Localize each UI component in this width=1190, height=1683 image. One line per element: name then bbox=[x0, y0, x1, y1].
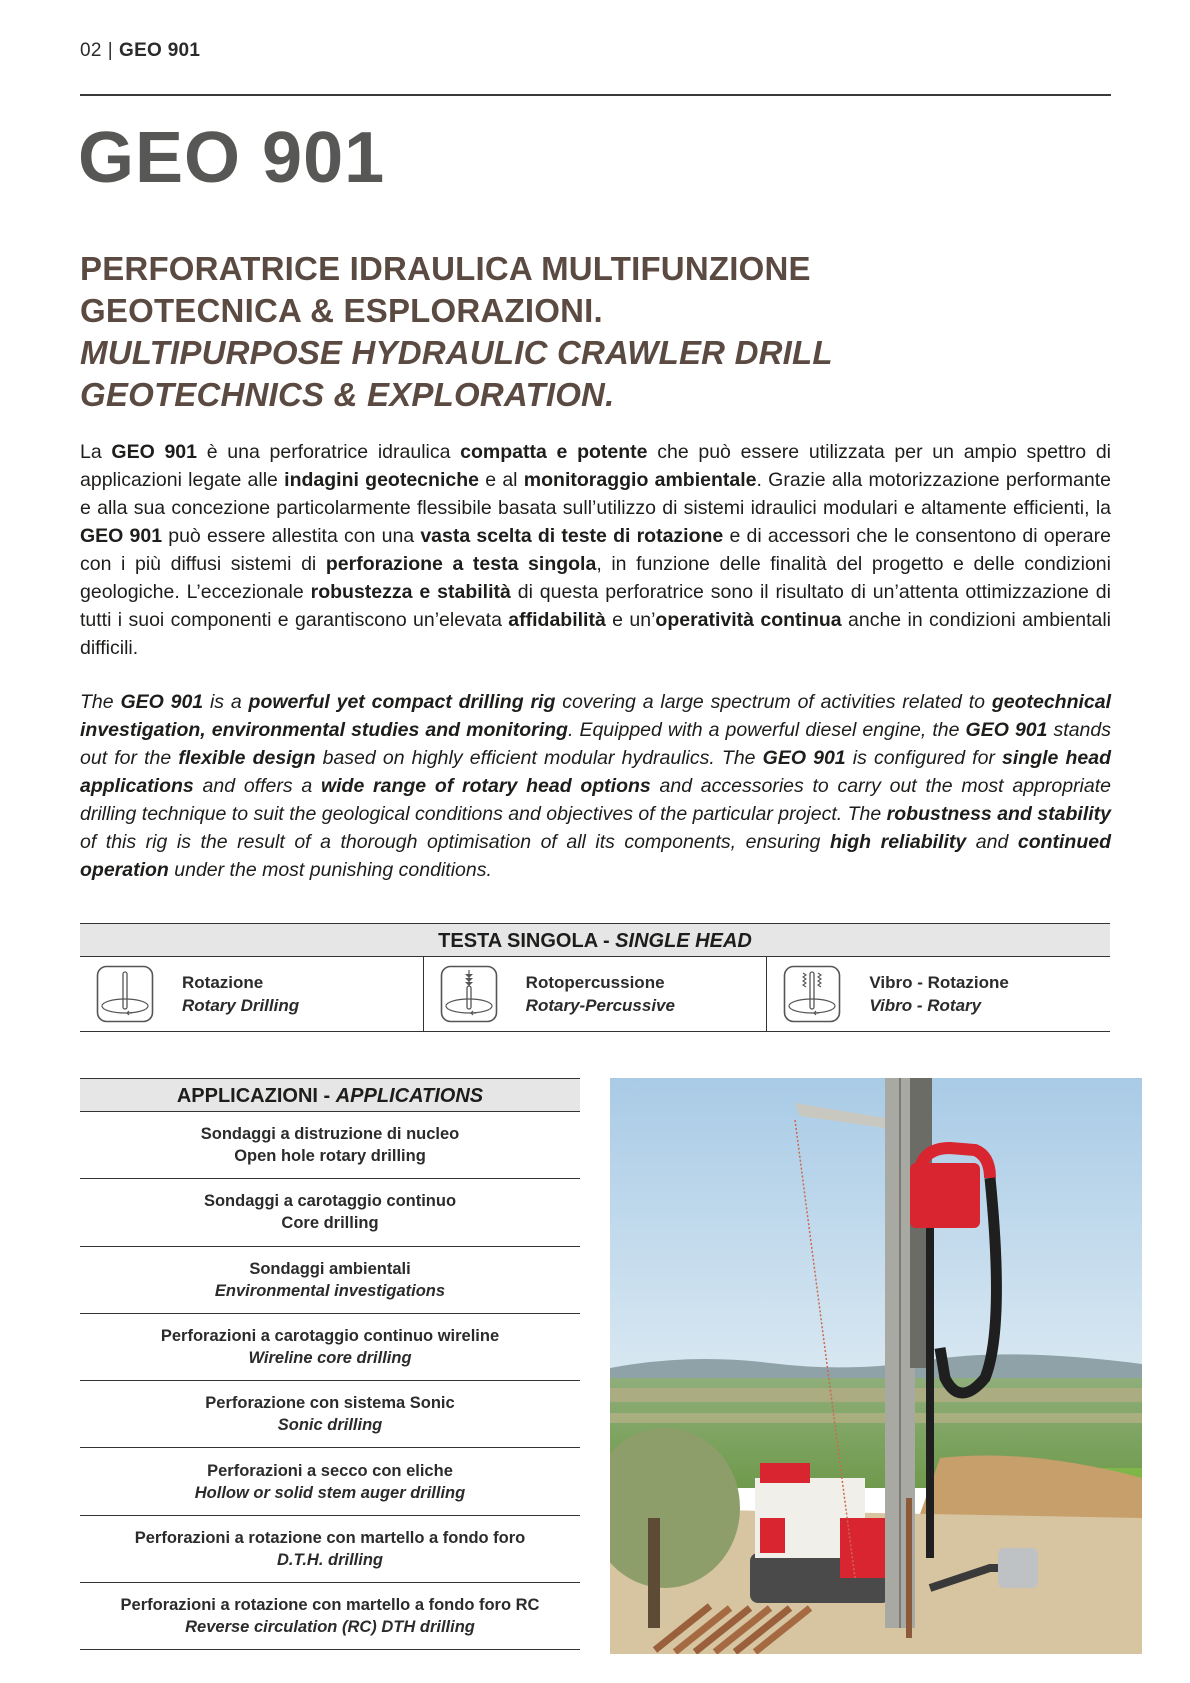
application-it: Perforazioni a rotazione con martello a fondo foro RC bbox=[120, 1596, 540, 1615]
application-it: Sondaggi a carotaggio continuo bbox=[203, 1192, 457, 1211]
emphasis-text: powerful yet compact drilling rig bbox=[248, 691, 556, 713]
application-en: Wireline core drilling bbox=[248, 1349, 412, 1368]
emphasis-text: continued operation bbox=[80, 831, 1112, 881]
body-text: può essere allestita con una bbox=[162, 525, 421, 547]
single-head-item-it: Rotopercussione bbox=[525, 973, 665, 992]
application-en: Hollow or solid stem auger drilling bbox=[194, 1483, 466, 1502]
emphasis-text: affidabilità bbox=[508, 609, 606, 631]
application-it: Perforazioni a secco con eliche bbox=[207, 1461, 453, 1480]
body-text: of this rig is the result of a thorough optimisation of all its components, ensuring bbox=[80, 831, 830, 853]
single-head-title-en: SINGLE HEAD bbox=[615, 930, 752, 952]
applications-table bbox=[80, 1078, 580, 1650]
body-text: . Equipped with a powerful diesel engine, the bbox=[567, 719, 966, 741]
application-it: Perforazioni a carotaggio continuo wireline bbox=[160, 1327, 500, 1346]
emphasis-text: indagini geotecniche bbox=[284, 469, 479, 491]
application-en: Core drilling bbox=[281, 1214, 379, 1233]
application-en: Open hole rotary drilling bbox=[234, 1147, 426, 1166]
body-text: and accessories to carry out the most appropriate drilling technique to suit the geological conditions and objectives of the particular project. The bbox=[80, 775, 1112, 825]
subtitle-it-line1: PERFORATRICE IDRAULICA MULTIFUNZIONE bbox=[80, 250, 811, 287]
applications-title-it: APPLICAZIONI - bbox=[176, 1085, 336, 1107]
body-text: and bbox=[966, 831, 1018, 853]
emphasis-text: compatta e potente bbox=[460, 441, 648, 463]
single-head-title-it: TESTA SINGOLA - bbox=[438, 930, 616, 952]
body-text: The bbox=[80, 691, 121, 713]
emphasis-text: GEO 901 bbox=[965, 719, 1048, 741]
drilling-rig-illustration bbox=[610, 1078, 1142, 1654]
application-row bbox=[80, 1381, 580, 1448]
body-text: e un’ bbox=[605, 609, 656, 631]
single-head-item-en: Vibro - Rotary bbox=[869, 996, 982, 1015]
subtitle bbox=[80, 248, 833, 416]
rotary-percussive-icon bbox=[440, 965, 498, 1023]
application-row bbox=[80, 1516, 580, 1583]
application-row bbox=[80, 1314, 580, 1381]
application-en: D.T.H. drilling bbox=[276, 1550, 384, 1569]
body-text: La bbox=[80, 441, 112, 463]
application-en: Environmental investigations bbox=[214, 1281, 446, 1300]
page-title: GEO 901 bbox=[78, 118, 386, 198]
application-row bbox=[80, 1179, 580, 1246]
vibro-rotary-icon bbox=[783, 965, 841, 1023]
applications-header bbox=[80, 1078, 580, 1112]
emphasis-text: flexible design bbox=[178, 747, 316, 769]
emphasis-text: GEO 901 bbox=[80, 525, 163, 547]
emphasis-text: perforazione a testa singola bbox=[325, 553, 597, 575]
emphasis-text: geotechnical investigation, environmental studies and monitoring bbox=[80, 691, 1112, 741]
emphasis-text: vasta scelta di teste di rotazione bbox=[420, 525, 724, 547]
single-head-item-en: Rotary-Percussive bbox=[525, 996, 675, 1015]
body-text: e di accessori che le consentono di operare con i più diffusi sistemi di bbox=[80, 525, 1111, 575]
single-head-item-it: Vibro - Rotazione bbox=[869, 973, 1009, 992]
body-text: is a bbox=[203, 691, 249, 713]
application-it: Sondaggi a distruzione di nucleo bbox=[200, 1125, 460, 1144]
body-text: under the most punishing conditions. bbox=[168, 859, 492, 881]
page-number: 02 bbox=[80, 40, 102, 61]
running-title: GEO 901 bbox=[118, 40, 201, 61]
clamp-unit bbox=[998, 1548, 1038, 1588]
application-row bbox=[80, 1583, 580, 1650]
body-text: stands out for the bbox=[80, 719, 1111, 769]
emphasis-text: robustezza e stabilità bbox=[310, 581, 511, 603]
emphasis-text: GEO 901 bbox=[111, 441, 197, 463]
body-text: e al bbox=[478, 469, 524, 491]
body-text: and offers a bbox=[193, 775, 321, 797]
body-text: anche in condizioni ambientali difficili. bbox=[80, 609, 1112, 659]
description-english bbox=[80, 688, 1111, 884]
emphasis-text: robustness and stability bbox=[886, 803, 1111, 825]
application-row bbox=[80, 1112, 580, 1179]
subtitle-en-line1: MULTIPURPOSE HYDRAULIC CRAWLER DRILL bbox=[80, 334, 833, 371]
header-rule bbox=[80, 94, 1111, 96]
single-head-item-it: Rotazione bbox=[182, 973, 264, 992]
emphasis-text: operatività continua bbox=[655, 609, 842, 631]
emphasis-text: wide range of rotary head options bbox=[320, 775, 651, 797]
running-header bbox=[80, 40, 200, 62]
body-text: based on highly efficient modular hydraulics. The bbox=[315, 747, 763, 769]
drilling-rig-photo bbox=[610, 1078, 1142, 1654]
single-head-item-en: Rotary Drilling bbox=[182, 996, 300, 1015]
single-head-item bbox=[80, 957, 423, 1031]
emphasis-text: monitoraggio ambientale bbox=[523, 469, 757, 491]
single-head-item bbox=[423, 957, 767, 1031]
emphasis-text: GEO 901 bbox=[762, 747, 846, 769]
body-text: , in funzione delle finalità del progetto e delle condizioni geologiche. L’eccezionale bbox=[80, 553, 1111, 603]
body-text: è una perforatrice idraulica bbox=[197, 441, 461, 463]
rotary-drilling-icon bbox=[96, 965, 154, 1023]
application-it: Perforazioni a rotazione con martello a fondo foro bbox=[134, 1528, 526, 1547]
emphasis-text: single head applications bbox=[80, 747, 1112, 797]
header-separator: | bbox=[107, 40, 113, 61]
body-text: . Grazie alla motorizzazione performante e alla sua concezione particolarmente flessibile basata sull’utilizzo di sistemi idraulici modulari e altamente efficienti, la bbox=[80, 469, 1112, 519]
single-head-item bbox=[766, 957, 1110, 1031]
body-text: covering a large spectrum of activities related to bbox=[555, 691, 992, 713]
application-row bbox=[80, 1247, 580, 1314]
single-head-header bbox=[80, 923, 1110, 957]
body-text: che può essere utilizzata per un ampio spettro di applicazioni legate alle bbox=[80, 441, 1112, 491]
body-text: di questa perforatrice sono il risultato di un’attenta ottimizzazione di tutti i suoi componenti e garantiscono un’elevata bbox=[80, 581, 1111, 631]
body-text: is configured for bbox=[845, 747, 1003, 769]
emphasis-text: high reliability bbox=[829, 831, 967, 853]
application-it: Sondaggi ambientali bbox=[249, 1259, 411, 1278]
subtitle-en-line2: GEOTECHNICS & EXPLORATION. bbox=[80, 376, 615, 413]
subtitle-it-line2: GEOTECNICA & ESPLORAZIONI. bbox=[80, 292, 603, 329]
applications-title-en: APPLICATIONS bbox=[335, 1085, 484, 1107]
application-en: Sonic drilling bbox=[277, 1416, 383, 1435]
emphasis-text: GEO 901 bbox=[120, 691, 204, 713]
application-it: Perforazione con sistema Sonic bbox=[205, 1394, 455, 1413]
description-italian bbox=[80, 438, 1111, 662]
application-row bbox=[80, 1448, 580, 1515]
application-en: Reverse circulation (RC) DTH drilling bbox=[185, 1618, 475, 1637]
single-head-table bbox=[80, 923, 1110, 1032]
single-head-row bbox=[80, 957, 1110, 1032]
